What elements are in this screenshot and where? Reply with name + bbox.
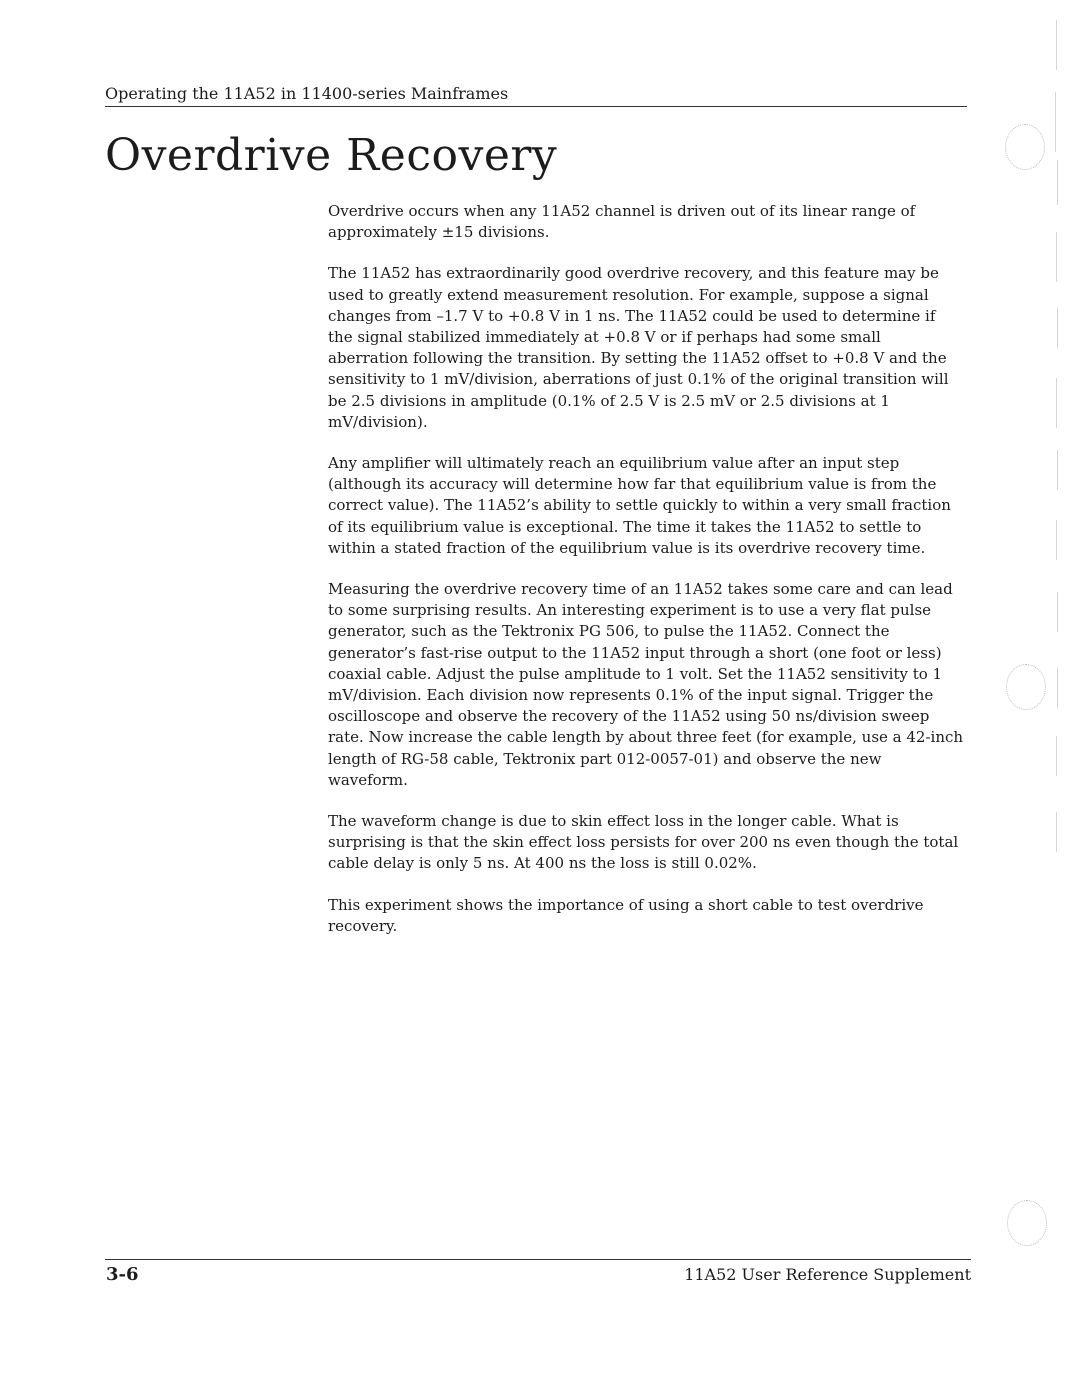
binder-hole-bottom (1007, 1200, 1047, 1246)
paragraph-equilibrium: Any amplifier will ultimately reach an equilibrium value after an input step (although its accuracy will determine how far that equilibrium value is from the correct value). The 11A52’s ability to settle quickly to within a very small fraction of its equilibrium value is exceptional. The time it takes the 11A52 to settle to within a stated fraction of the equilibrium value is its overdrive recovery time. (328, 454, 951, 557)
edge-mark (1057, 308, 1058, 348)
edge-mark (1057, 592, 1058, 632)
running-header: Operating the 11A52 in 11400-series Mainframes (105, 84, 967, 107)
edge-mark (1056, 812, 1057, 852)
page-title: Overdrive Recovery (105, 130, 558, 181)
body-text (328, 201, 964, 957)
edge-mark (1056, 736, 1057, 776)
edge-mark (1057, 668, 1058, 708)
page-number: 3-6 (106, 1264, 139, 1285)
edge-mark (1056, 378, 1057, 428)
edge-mark (1055, 92, 1056, 152)
paragraph-measurement-experiment: Measuring the overdrive recovery time of an 11A52 takes some care and can lead to some surprising results. An interesting experiment is to use a very flat pulse generator, such as the Tektronix PG 506, to pulse the 11A52. Connect the generator’s fast-rise output to the 11A52 input through a short (one foot or less) coaxial cable. Adjust the pulse amplitude to 1 volt. Set the 11A52 sensitivity to 1 mV/division. Each division now represents 0.1% of the input signal. Trigger the oscilloscope and observe the recovery of the 11A52 using 50 ns/division sweep rate. Now increase the cable length by about three feet (for example, use a 42-inch length of RG-58 cable, Tektronix part 012-0057-01) and observe the new waveform. (328, 580, 964, 789)
edge-mark (1056, 232, 1057, 282)
paragraph-conclusion: This experiment shows the importance of using a short cable to test overdrive recovery. (328, 895, 924, 935)
edge-mark (1057, 160, 1058, 205)
binder-hole-middle (1006, 664, 1046, 710)
edge-mark (1056, 20, 1057, 70)
paragraph-overdrive-definition: Overdrive occurs when any 11A52 channel is driven out of its linear range of approximately ±15 divisions. (328, 202, 916, 242)
paragraph-recovery-resolution: The 11A52 has extraordinarily good overdrive recovery, and this feature may be used to greatly extend measurement resolution. For example, suppose a signal changes from –1.7 V to +0.8 V in 1 ns. The 11A52 could be used to determine if the signal stabilized immediately at +0.8 V or if perhaps had some small aberration following the transition. By setting the 11A52 offset to +0.8 V and the sensitivity to 1 mV/division, aberrations of just 0.1% of the original transition will be 2.5 divisions in amplitude (0.1% of 2.5 V is 2.5 mV or 2.5 divisions at 1 mV/division). (328, 264, 949, 431)
document-name: 11A52 User Reference Supplement (684, 1265, 971, 1284)
binder-hole-top (1005, 124, 1045, 170)
paragraph-skin-effect: The waveform change is due to skin effect loss in the longer cable. What is surprising is that the skin effect loss persists for over 200 ns even though the total cable delay is only 5 ns. At 400 ns the loss is still 0.02%. (328, 812, 959, 873)
edge-mark (1057, 450, 1058, 490)
footer-rule (105, 1259, 971, 1260)
edge-mark (1056, 520, 1057, 560)
